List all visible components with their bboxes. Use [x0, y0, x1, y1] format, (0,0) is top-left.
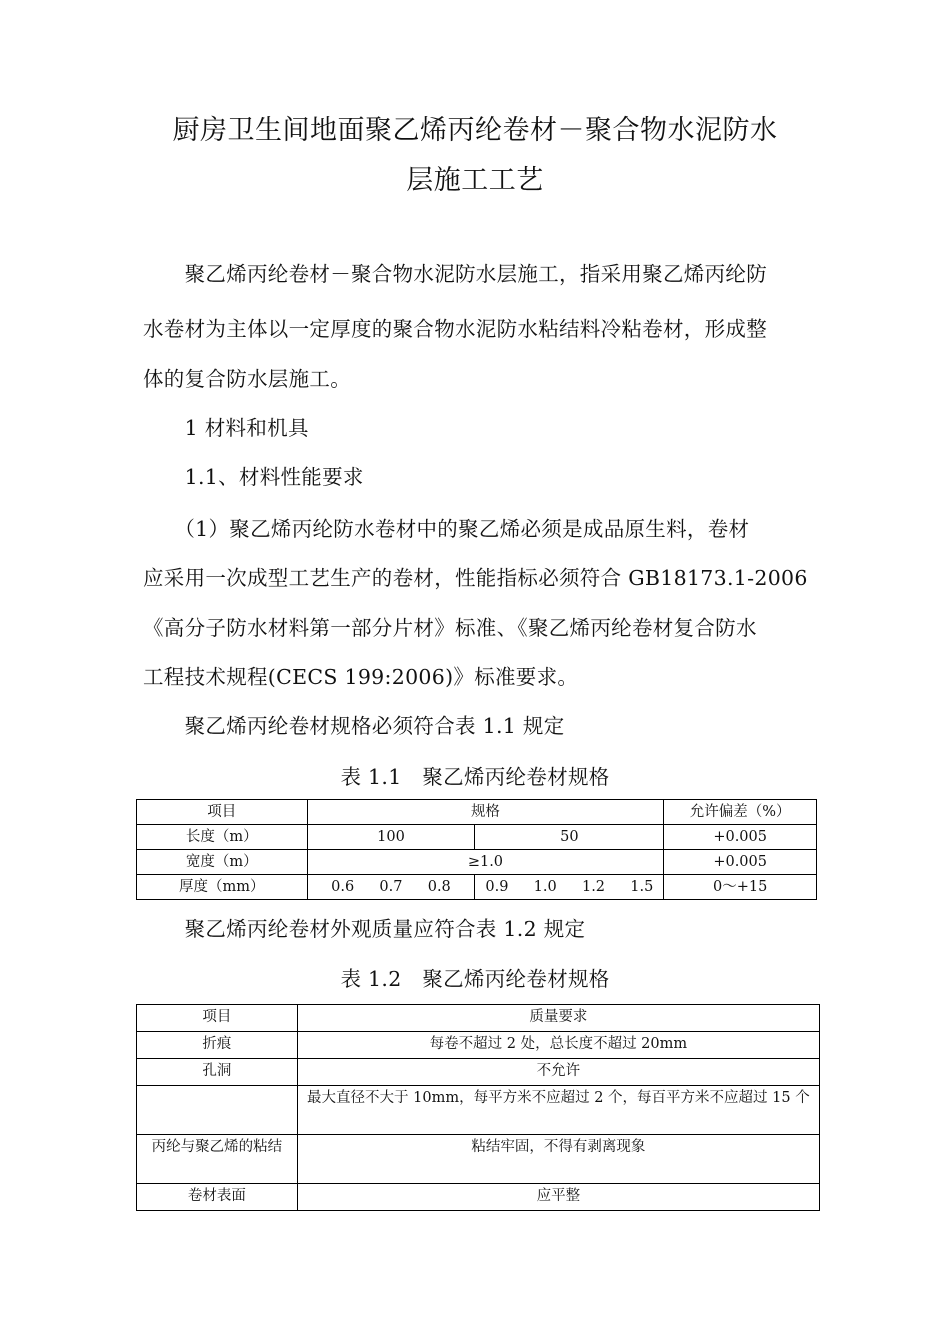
section-heading-1-1: 1.1、材料性能要求 [143, 465, 364, 489]
table-cell: +0.005 [664, 825, 817, 850]
table-cell: 厚度（mm） [137, 875, 308, 900]
table-cell: 0.9 1.0 1.2 1.5 [475, 875, 664, 900]
table-row [137, 800, 817, 825]
table-cell: 丙纶与聚乙烯的粘结 [137, 1135, 298, 1184]
table-row [137, 1005, 820, 1032]
paragraph-2-line-2: 应采用一次成型工艺生产的卷材，性能指标必须符合 GB18173.1-2006 [143, 566, 808, 590]
table-cell: 应平整 [297, 1184, 819, 1211]
table-cell: 100 [307, 825, 475, 850]
table-header-cell: 质量要求 [297, 1005, 819, 1032]
table-cell: 粘结牢固，不得有剥离现象 [297, 1135, 819, 1184]
table-row [137, 875, 817, 900]
table-row [137, 1059, 820, 1086]
table-2 [136, 1004, 820, 1211]
table-cell: 卷材表面 [137, 1184, 298, 1211]
table-cell: 折痕 [137, 1032, 298, 1059]
table-cell: 50 [475, 825, 664, 850]
table-row [137, 1135, 820, 1184]
table-header-cell: 规格 [307, 800, 664, 825]
table-header-cell: 允许偏差（%） [664, 800, 817, 825]
table-cell: ≥1.0 [307, 850, 664, 875]
table-cell: 0～+15 [664, 875, 817, 900]
title-line-1: 厨房卫生间地面聚乙烯丙纶卷材－聚合物水泥防水 [172, 115, 778, 146]
table-cell: 不允许 [297, 1059, 819, 1086]
table-header-cell: 项目 [137, 800, 308, 825]
table-1 [136, 799, 817, 900]
table-1-caption: 表 1.1 聚乙烯丙纶卷材规格 [340, 765, 610, 789]
table-cell: 宽度（m） [137, 850, 308, 875]
table-cell: 最大直径不大于 10mm，每平方米不应超过 2 个，每百平方米不应超过 15 个 [297, 1086, 819, 1135]
paragraph-2-line-3: 《高分子防水材料第一部分片材》标准、《聚乙烯丙纶卷材复合防水 [143, 616, 757, 640]
paragraph-1-line-2: 水卷材为主体以一定厚度的聚合物水泥防水粘结料冷粘卷材，形成整 [143, 317, 767, 341]
document-title [120, 106, 830, 206]
paragraph-4: 聚乙烯丙纶卷材外观质量应符合表 1.2 规定 [143, 917, 586, 941]
paragraph-1-line-1: 聚乙烯丙纶卷材－聚合物水泥防水层施工，指采用聚乙烯丙纶防 [143, 262, 767, 286]
table-row [137, 850, 817, 875]
section-heading-1: 1 材料和机具 [143, 416, 309, 440]
table-cell: 每卷不超过 2 处，总长度不超过 20mm [297, 1032, 819, 1059]
paragraph-3: 聚乙烯丙纶卷材规格必须符合表 1.1 规定 [143, 714, 565, 738]
paragraph-2-line-4: 工程技术规程(CECS 199:2006)》标准要求。 [143, 665, 579, 689]
table-cell [137, 1086, 298, 1135]
paragraph-1-line-3: 体的复合防水层施工。 [143, 367, 351, 391]
table-header-cell: 项目 [137, 1005, 298, 1032]
table-row [137, 1086, 820, 1135]
title-line-2: 层施工工艺 [406, 165, 544, 196]
table-cell: 孔洞 [137, 1059, 298, 1086]
table-row [137, 1184, 820, 1211]
paragraph-2-line-1: （1）聚乙烯丙纶防水卷材中的聚乙烯必须是成品原生料，卷材 [143, 517, 750, 541]
table-cell: +0.005 [664, 850, 817, 875]
table-cell: 长度（m） [137, 825, 308, 850]
table-2-caption: 表 1.2 聚乙烯丙纶卷材规格 [340, 967, 610, 991]
table-row [137, 1032, 820, 1059]
table-cell: 0.6 0.7 0.8 [307, 875, 475, 900]
table-row [137, 825, 817, 850]
